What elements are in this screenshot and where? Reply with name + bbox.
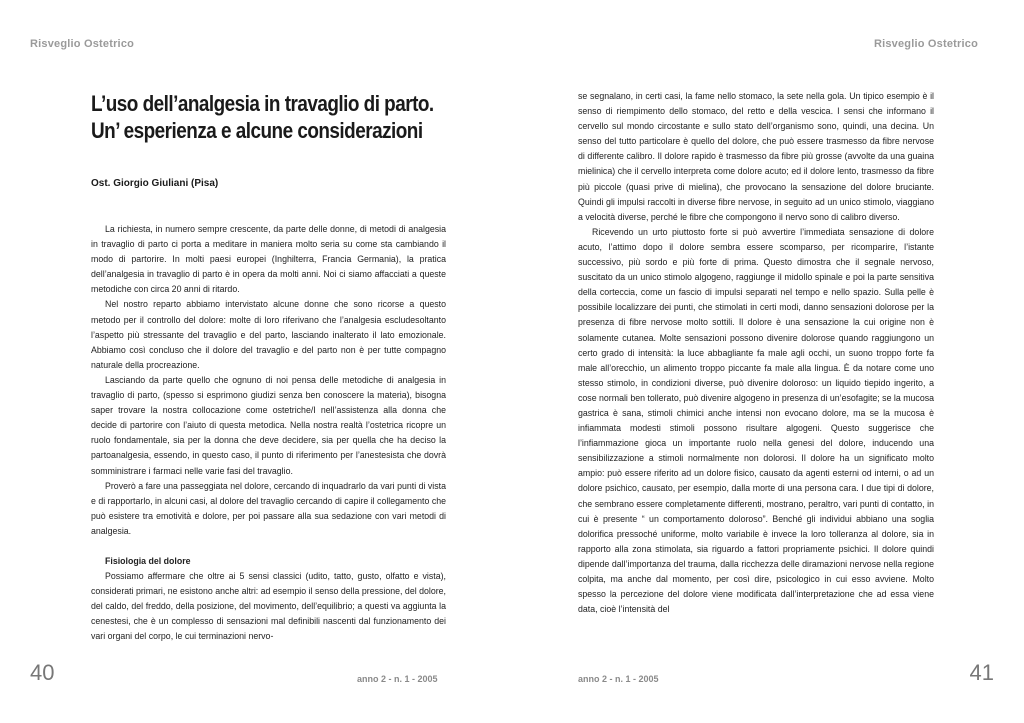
issue-footer-right: anno 2 - n. 1 - 2005 [578,674,659,684]
running-header-left: Risveglio Ostetrico [30,38,135,50]
right-page [512,0,1024,723]
paragraph: se segnalano, in certi casi, la fame nello stomaco, la sete nella gola. Un tipico esempio è il senso di riempimento dello stomaco, del retto e della vescica. I sensi che informano il cervello sul mondo circostante e sullo stato dell’organismo sono, quindi, una decina. Un senso del tutto particolare è quello del dolore, che può essere trasmesso da fibre nervose di differente calibro. Il dolore rapido è trasmesso da fibre più grosse (avvolte da una guaina mielinica) che il cervello interpreta come dolore acuto; ed il dolore lento, trasmesso da fibre più piccole (quasi prive di mielina), che provocano la sensazione del dolore bruciante. Quindi gli impulsi raccolti in diverse fibre nervose, in seguito ad un unico stimolo, viaggiano a velocità diverse, perché le fibre che compongono il nervo sono di calibro diverso. [578,91,934,222]
page-number-right: 41 [969,660,994,685]
issue-footer-left: anno 2 - n. 1 - 2005 [357,674,438,684]
article-title [91,90,434,144]
paragraph: La richiesta, in numero sempre crescente, da parte delle donne, di metodi di analgesia in travaglio di parto ci porta a meditare in maniera molto seria su come sta cambiando il modo di partorire. In molti paesi europei (Inghilterra, Francia Germania), la pratica dell’analgesia in travaglio di parto è in opera da molti anni. Noi ci siamo affacciati a queste metodiche con circa 20 anni di ritardo. [91,224,446,295]
paragraph: Nel nostro reparto abbiamo intervistato alcune donne che sono ricorse a questo metodo per il controllo del dolore: molte di loro riferivano che l’analgesia escludesoltanto l’aspetto più stressante del travaglio e del parto, lasciando inalterato il lato emozionale. Abbiamo così concluso che il dolore del travaglio e del parto non è per tutte compagno naturale della procreazione. [91,299,446,370]
paragraph: Ricevendo un urto piuttosto forte si può avvertire l’immediata sensazione di dolore acuto, l’attimo dopo il dolore sembra essere scomparso, per ricomparire, l’istante successivo, più sordo e più forte di prima. Questo dimostra che il segnale nervoso, suscitato da un unico stimolo algogeno, raggiunge il midollo spinale e poi la parte sensitiva della corteccia, come un fascio di impulsi separati nel tempo e nello spazio. Sulla pelle è possibile localizzare dei punti, che stimolati in certi modi, danno sensazioni dolorose per la presenza di fibre nervose molto sottili. Il dolore è una sensazione la cui origine non è solamente cutanea. Molte sensazioni possono divenire dolorose quando raggiungono un certo grado di intensità: la luce abbagliante fa male agli occhi, un suono troppo forte fa male all’orecchio, un alimento troppo piccante fa male alla lingua. È da notare come uno stesso stimolo, in condizioni diverse, può divenire doloroso: un liquido tiepido ingerito, a cose normali ben tollerato, può divenire algogeno in presenza di un’esofagite; se la mucosa gastrica è sana, stimoli chimici anche intensi non evocano dolore, ma se la mucosa è infiammata modesti stimoli possono risultare algogeni. Questo suggerisce che l’infiammazione gioca un importante ruolo nella genesi del dolore, inducendo una sensibilizzazione a stimoli normalmente non dolorosi. Il dolore ha un significato molto ampio: può essere riferito ad un dolore fisico, causato da agenti esterni od interni, o ad un dolore psichico, causato, per esempio, dalla morte di una persona cara. I due tipi di dolore, che sembrano essere completamente differenti, mostrano, peraltro, vari punti di contatto, in cui è presente “ un comportamento doloroso”. Benché gli individui abbiano una soglia dolorifica pressoché uniforme, molto variabile è invece la loro tolleranza al dolore, sia in rapporto alla zona stimolata, sia riguardo a fattori propriamente psichici. Il dolore quindi dipende dall’importanza del trauma, dalla ricchezza delle diramazioni nervose nella regione colpita, ma anche dal momento, per così dire, psicologico in cui esso avviene. Molto spesso la percezione del dolore viene modificata dall’interpretazione che ad essa viene data, cioè l’intensità del [578,226,935,615]
section-subheading: Fisiologia del dolore [105,555,191,566]
running-header-right: Risveglio Ostetrico [873,38,978,50]
right-text-column [578,89,934,617]
article-title-line-2: Un’ esperienza e alcune considerazioni [91,118,423,143]
article-title-line-1: L’uso dell’analgesia in travaglio di parto. [91,91,434,116]
left-text-column [91,222,446,645]
page-number-left: 40 [30,660,55,685]
paragraph: Possiamo affermare che oltre ai 5 sensi classici (udito, tatto, gusto, olfatto e vista), considerati primari, ne esistono anche altri: ad esempio il senso della pressione, del dolore, del caldo, del freddo, della posizione, del movimento, dell’equilibrio; a questi va aggiunta la cenestesi, che è un complesso di sensazioni mal definibili nascenti dal funzionamento dei vari organi del corpo, le cui terminazioni nervo- [91,571,447,642]
paragraph: Proverò a fare una passeggiata nel dolore, cercando di inquadrarlo da vari punti di vista e di rapportarlo, in alcuni casi, al dolore del travaglio cercando di capire il collegamento che può esistere tra emotività e dolore, per poi passare alla sua sedazione con vari metodi di analgesia. [91,480,447,536]
paragraph: Lasciando da parte quello che ognuno di noi pensa delle metodiche di analgesia in travaglio di parto, (spesso si esprimono giudizi senza ben conoscere la materia), bisogna saper trovare la nostra collocazione come ostetriche/I nell’assistenza alla donna che decide di partorire con l’aiuto di questa metodica. Nella nostra realtà l’ostetrica ricopre un ruolo fondamentale, sia per la donna che deve decidere, sia per quella che ha deciso la partoanalgesia, essendo, in questo caso, il punto di riferimento per l’anestesista che dovrà somministrare i farmaci nelle varie fasi del travaglio. [91,374,446,476]
article-author: Ost. Giorgio Giuliani (Pisa) [91,178,219,189]
